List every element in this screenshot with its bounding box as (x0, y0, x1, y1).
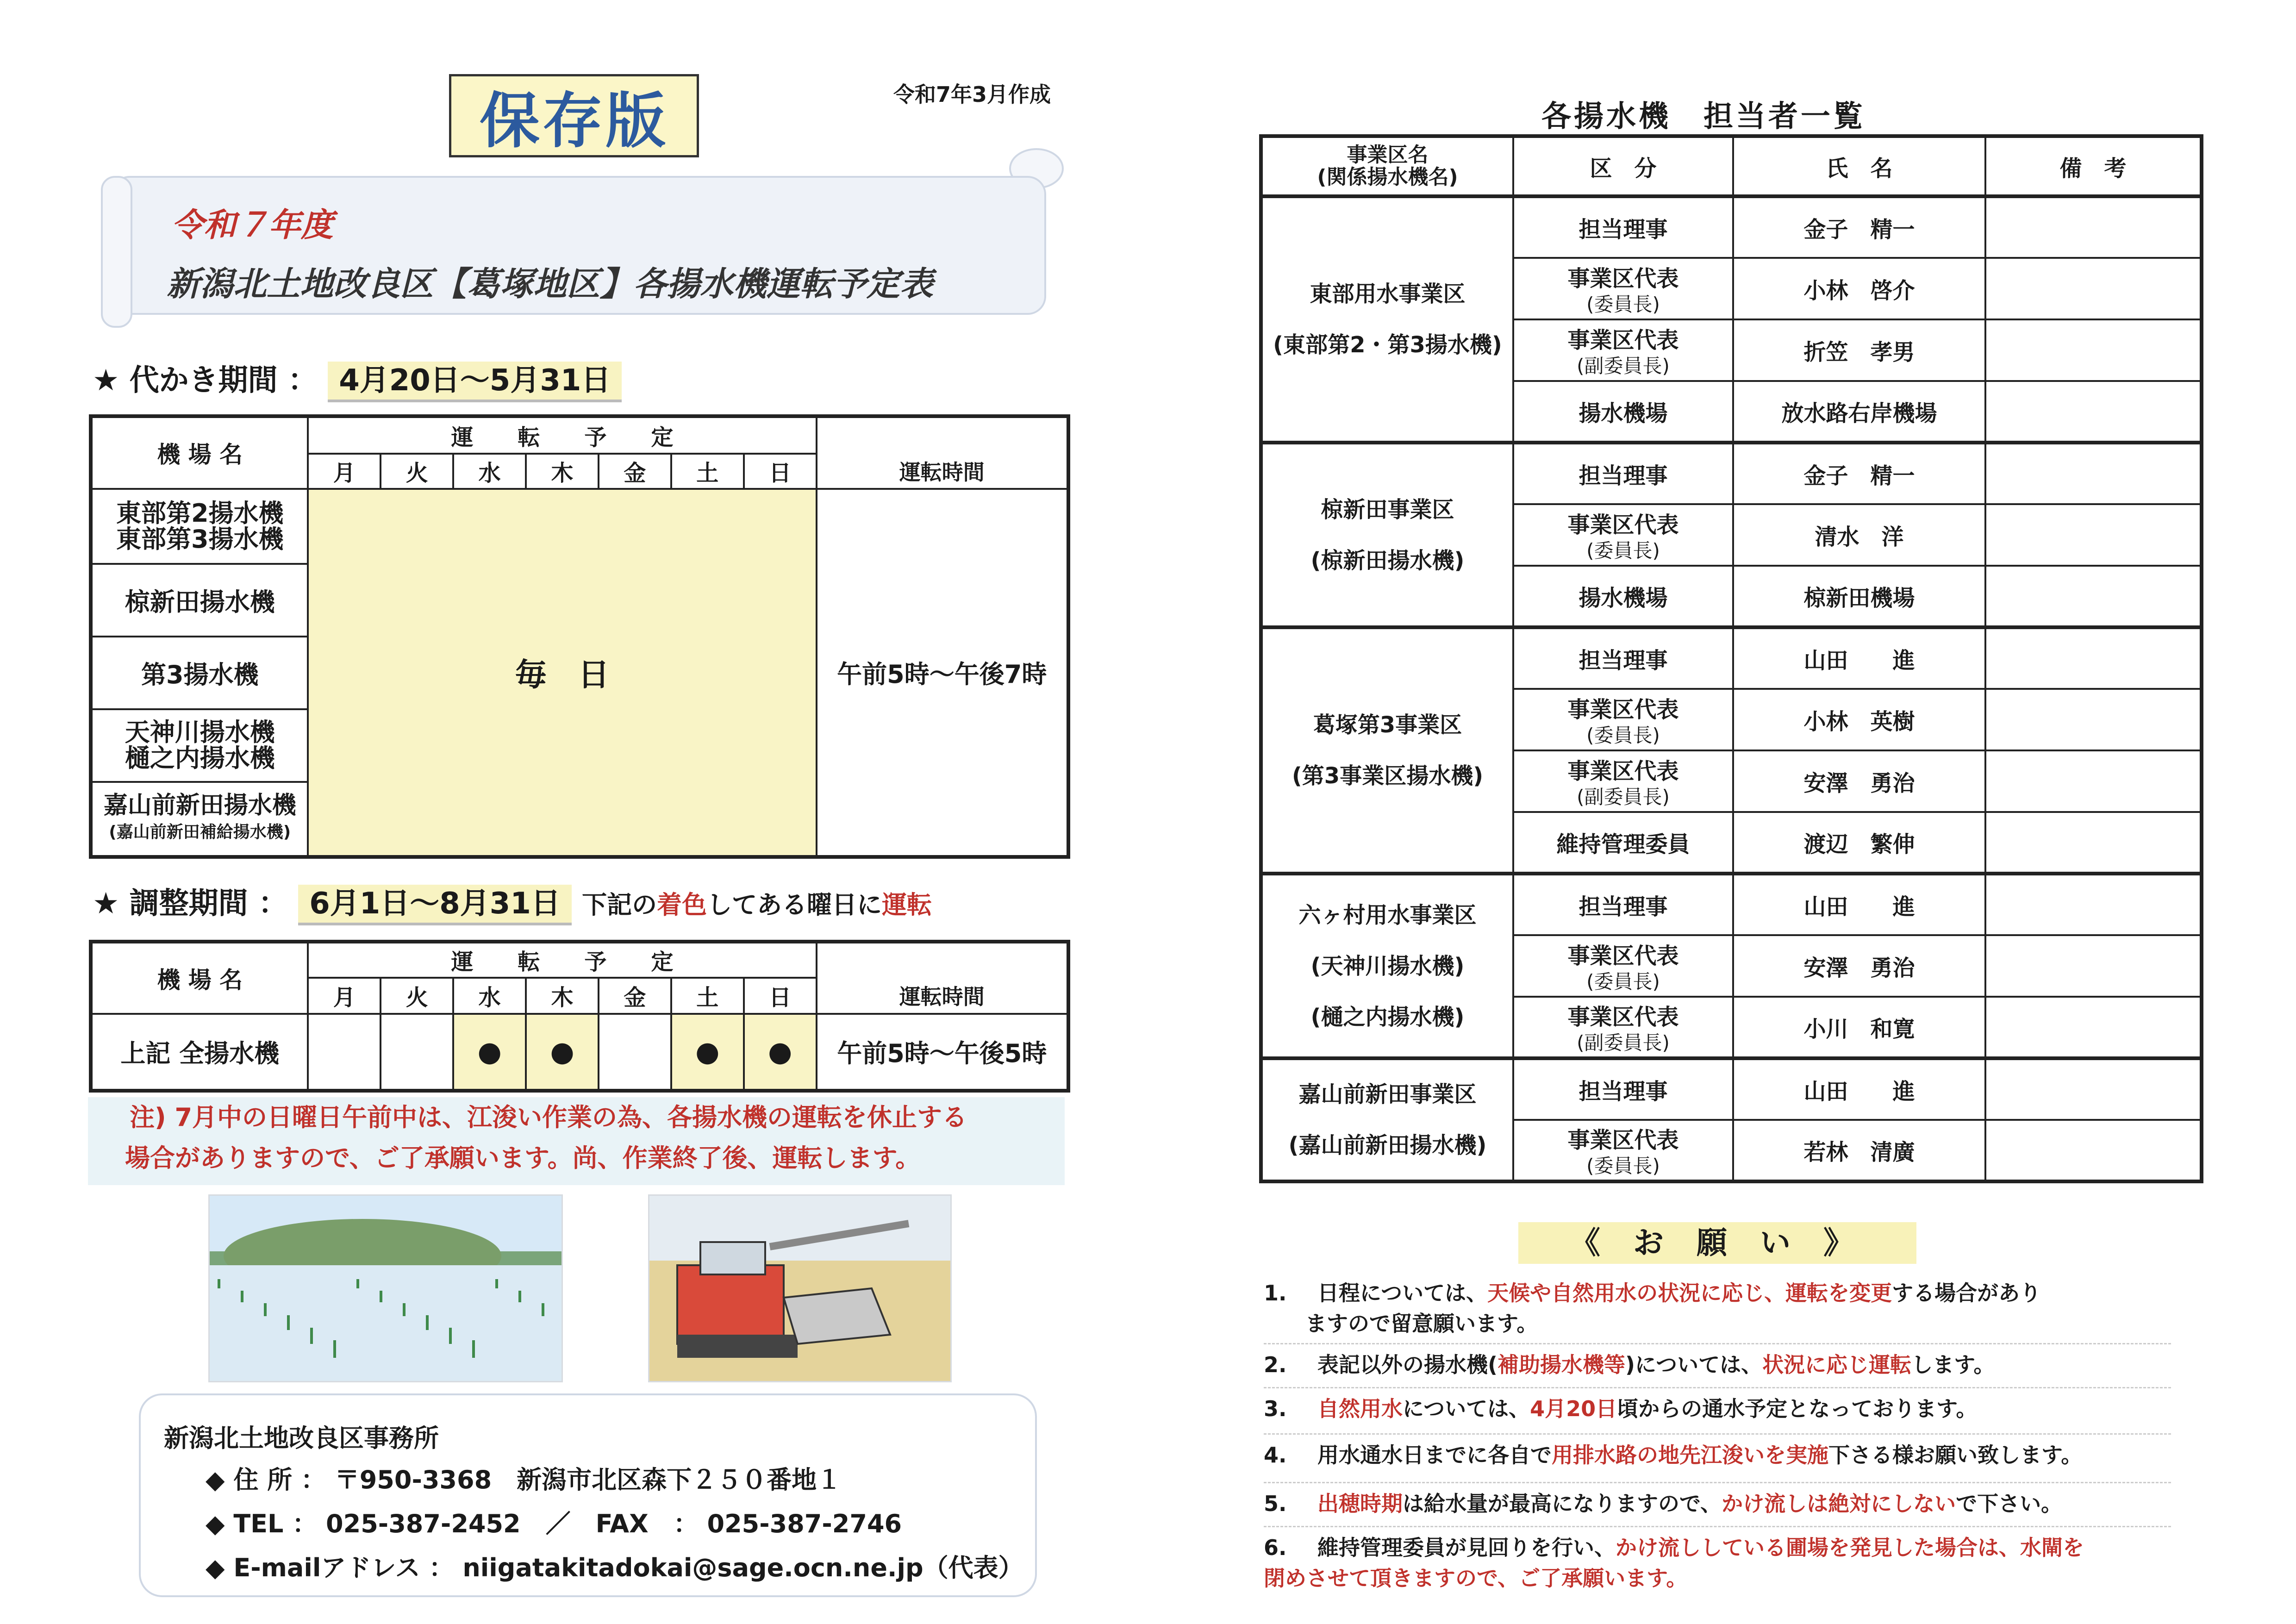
request-fragment: については、 (1403, 1396, 1530, 1421)
role-sublabel: (委員長) (1586, 293, 1660, 316)
request-line (1296, 1393, 2166, 1424)
role-cell (1513, 689, 1733, 750)
role-label: 事業区代表 (1567, 266, 1679, 292)
request-line (1296, 1488, 2166, 1519)
period1-dates: 4月20日～5月31日 (328, 362, 622, 402)
note-highlight: 運転 (882, 890, 932, 919)
role-label: 揚水機場 (1578, 400, 1668, 426)
role-cell (1513, 319, 1733, 381)
role-label: 事業区代表 (1567, 697, 1679, 723)
request-divider (1264, 1343, 2171, 1344)
page-title: 新潟北土地改良区【葛塚地区】各揚水機運転予定表 (167, 264, 934, 303)
role-label: 担当理事 (1578, 648, 1668, 674)
district-name: 椋新田事業区 (1321, 496, 1454, 523)
station-header: 機 場 名 (91, 416, 308, 489)
day-mark-fri (599, 1014, 671, 1091)
station-subname: (嘉山前新田補給揚水機) (109, 822, 291, 842)
role-cell (1513, 750, 1733, 812)
request-text (1264, 1532, 2166, 1593)
role-cell (1513, 566, 1733, 627)
role-label: 担当理事 (1578, 1079, 1668, 1105)
person-cell: 金子 精一 (1733, 443, 1985, 504)
remarks-cell (1985, 504, 2202, 566)
person-cell: 安澤 勇治 (1733, 935, 1985, 997)
operation-hours: 午前5時～午後5時 (817, 1014, 1068, 1091)
person-cell: 金子 精一 (1733, 196, 1985, 258)
station-name: 樋之内揚水機 (125, 743, 275, 773)
remarks-cell (1985, 750, 2202, 812)
header-text: (関係揚水機名) (1317, 165, 1458, 189)
request-highlight: かけ流しは絶対にしない (1722, 1491, 1956, 1516)
request-highlight: 閉めさせて頂きますので、ご了承願います。 (1264, 1566, 1688, 1591)
role-cell (1513, 627, 1733, 689)
request-fragment: 日程については、 (1296, 1280, 1488, 1305)
remarks-cell (1985, 812, 2202, 874)
remarks-cell (1985, 627, 2202, 689)
request-highlight: 状況に応じ運転 (1762, 1352, 1912, 1377)
scroll-curl-decoration (101, 176, 132, 328)
request-fragment: する場合があり (1892, 1280, 2041, 1305)
header-text: 事業区名 (1347, 143, 1429, 167)
request-divider (1264, 1387, 2171, 1388)
district-name: 東部用水事業区 (1310, 281, 1466, 307)
person-cell: 小川 和寛 (1733, 997, 1985, 1058)
request-line (1296, 1278, 2166, 1308)
day-mark-thu (526, 1014, 599, 1091)
note-text: してある曜日に (707, 890, 882, 919)
person-cell: 山田 進 (1733, 627, 1985, 689)
request-highlight: かけ流ししている圃場を発見した場合は、水閘を (1616, 1535, 2084, 1560)
person-cell: 若林 清廣 (1733, 1120, 1985, 1181)
harvester-illustration (648, 1194, 952, 1382)
request-number: 1. (1264, 1280, 1287, 1305)
day-sun: 日 (744, 454, 817, 489)
day-sat: 土 (671, 454, 744, 489)
rice-field-illustration (208, 1194, 563, 1382)
note-highlight: 着色 (657, 890, 707, 919)
request-line (1296, 1349, 2166, 1380)
request-fragment: ますので留意願います。 (1305, 1311, 1538, 1336)
role-label: 揚水機場 (1578, 585, 1668, 611)
archive-badge: 保存版 (449, 74, 699, 157)
person-cell: 折笠 孝男 (1733, 319, 1985, 381)
day-mark-sun (744, 1014, 817, 1091)
remarks-cell (1985, 1058, 2202, 1120)
station-name: 東部第2揚水機 (116, 498, 284, 528)
daily-operation: 毎 日 (308, 489, 816, 857)
role-sublabel: (委員長) (1586, 539, 1660, 562)
role-cell (1513, 443, 1733, 504)
person-cell: 山田 進 (1733, 874, 1985, 935)
station-cell (91, 489, 308, 564)
day-thu: 木 (526, 454, 599, 489)
schedule-table-1 (89, 414, 1070, 859)
fiscal-year: 令和７年度 (171, 206, 333, 244)
remarks-cell (1985, 196, 2202, 258)
request-highlight: 4月20日 (1530, 1396, 1617, 1421)
person-cell: 放水路右岸機場 (1733, 381, 1985, 443)
office-address: ◆ 住 所 ： 〒950-3368 新潟市北区森下２５０番地１ (206, 1465, 842, 1494)
role-label: 事業区代表 (1567, 327, 1679, 353)
role-cell (1513, 258, 1733, 319)
role-cell (1513, 1120, 1733, 1181)
office-phone: ◆ TEL ： 025-387-2452 ／ FAX ： 025-387-2746 (206, 1509, 902, 1538)
staff-list-title: 各揚水機 担当者一覧 (1541, 100, 1866, 134)
role-label: 担当理事 (1578, 217, 1668, 243)
period1-label: ★ 代かき期間 ： (93, 363, 318, 398)
request-divider (1264, 1526, 2171, 1527)
request-text (1296, 1488, 2166, 1519)
role-cell (1513, 997, 1733, 1058)
day-fri: 金 (599, 978, 671, 1014)
request-highlight: 自然用水 (1317, 1396, 1403, 1421)
hours-header-top (817, 942, 1068, 978)
day-mark-mon (308, 1014, 381, 1091)
schedule-header: 運 転 予 定 (308, 942, 816, 978)
person-cell: 椋新田機場 (1733, 566, 1985, 627)
station-cell (91, 564, 308, 637)
request-fragment: 下さる様お願い致します。 (1828, 1443, 2083, 1468)
request-fragment: します。 (1911, 1352, 1995, 1377)
district-cell (1261, 196, 1513, 443)
remarks-cell (1985, 566, 2202, 627)
remarks-cell (1985, 874, 2202, 935)
operation-hours: 午前5時～午後7時 (817, 489, 1069, 857)
request-number: 3. (1264, 1396, 1287, 1421)
request-fragment (1296, 1396, 1317, 1421)
role-label: 担当理事 (1578, 463, 1668, 489)
request-highlight: 用排水路の地先江浚いを実施 (1552, 1443, 1828, 1468)
office-email[interactable]: ◆ E-mailアドレス ： niigatakitadokai@sage.ocn.ne.jp（代表） (206, 1553, 1023, 1582)
district-cell (1261, 1058, 1513, 1181)
remarks-cell (1985, 997, 2202, 1058)
day-mark-tue (381, 1014, 453, 1091)
day-mon: 月 (308, 978, 381, 1014)
role-label: 事業区代表 (1567, 1127, 1679, 1153)
office-name: 新潟北土地改良区事務所 (164, 1424, 439, 1453)
schedule-header: 運 転 予 定 (308, 416, 816, 454)
day-sat: 土 (671, 978, 744, 1014)
request-fragment: 維持管理委員が見回りを行い、 (1296, 1535, 1616, 1560)
day-mark-wed (453, 1014, 526, 1091)
period2-label: ★ 調整期間 ： (93, 887, 288, 921)
person-cell: 安澤 勇治 (1733, 750, 1985, 812)
station-cell (91, 637, 308, 709)
person-cell: 渡辺 繁伸 (1733, 812, 1985, 874)
role-label: 維持管理委員 (1556, 831, 1690, 857)
district-name: (椋新田揚水機) (1310, 547, 1465, 574)
day-thu: 木 (526, 978, 599, 1014)
station-cell: 上記 全揚水機 (91, 1014, 308, 1091)
request-fragment (1296, 1491, 1317, 1516)
period1-heading (93, 356, 622, 399)
request-fragment: 表記以外の揚水機( (1296, 1352, 1498, 1377)
request-fragment: 頃からの通水予定となっております。 (1617, 1396, 1978, 1421)
request-fragment: は給水量が最高になりますので、 (1403, 1491, 1722, 1516)
remarks-header: 備 考 (1985, 136, 2202, 196)
role-sublabel: (委員長) (1586, 724, 1660, 747)
request-number: 6. (1264, 1535, 1287, 1560)
request-number: 4. (1264, 1443, 1287, 1468)
role-label: 担当理事 (1578, 894, 1668, 920)
district-cell (1261, 874, 1513, 1058)
district-name: 六ヶ村用水事業区 (1298, 902, 1477, 928)
role-cell (1513, 1058, 1733, 1120)
role-label: 事業区代表 (1567, 1004, 1679, 1030)
remarks-cell (1985, 1120, 2202, 1181)
remarks-cell (1985, 381, 2202, 443)
remarks-cell (1985, 935, 2202, 997)
day-tue: 火 (381, 978, 453, 1014)
station-name: 嘉山前新田揚水機 (103, 791, 296, 819)
request-text (1296, 1278, 2166, 1339)
remarks-cell (1985, 443, 2202, 504)
request-line (1264, 1563, 2166, 1593)
district-cell (1261, 627, 1513, 874)
day-sun: 日 (744, 978, 817, 1014)
remarks-cell (1985, 689, 2202, 750)
operation-mark: ● (550, 1035, 574, 1068)
request-divider (1264, 1482, 2171, 1483)
day-mon: 月 (308, 454, 381, 489)
request-line (1296, 1532, 2166, 1563)
role-sublabel: (委員長) (1586, 970, 1660, 993)
role-label: 事業区代表 (1567, 512, 1679, 538)
role-sublabel: (副委員長) (1577, 1031, 1670, 1054)
role-cell (1513, 504, 1733, 566)
requests-title: 《 お 願 い 》 (1518, 1222, 1916, 1264)
request-text (1296, 1393, 2166, 1424)
district-name: (東部第2・第3揚水機) (1273, 332, 1502, 358)
role-cell (1513, 812, 1733, 874)
hours-header: 運転時間 (817, 454, 1069, 489)
role-sublabel: (委員長) (1586, 1155, 1660, 1177)
district-name: 嘉山前新田事業区 (1298, 1081, 1477, 1107)
operation-mark: ● (767, 1035, 792, 1068)
role-label: 事業区代表 (1567, 943, 1679, 969)
request-number: 5. (1264, 1491, 1287, 1516)
office-contact-box (139, 1393, 1037, 1597)
district-name: (天神川揚水機) (1310, 953, 1465, 979)
station-name: 椋新田揚水機 (125, 587, 275, 617)
remarks-cell (1985, 319, 2202, 381)
note-text: 下記の (582, 890, 657, 919)
district-cell (1261, 443, 1513, 627)
notice-box (88, 1097, 1065, 1185)
remarks-cell (1985, 258, 2202, 319)
notice-line: 場合がありますので、ご了承願います。尚、作業終了後、運転します。 (125, 1143, 921, 1173)
day-wed: 水 (453, 454, 526, 489)
request-fragment: )については、 (1625, 1352, 1763, 1377)
role-cell (1513, 196, 1733, 258)
role-cell (1513, 874, 1733, 935)
day-mark-sat (671, 1014, 744, 1091)
district-header (1261, 136, 1513, 196)
request-line (1296, 1440, 2166, 1470)
request-fragment: で下さい。 (1956, 1491, 2063, 1516)
district-name: 葛塚第3事業区 (1313, 712, 1462, 738)
hours-header-top (817, 416, 1069, 454)
notice-line: 注) 7月中の日曜日午前中は、江浚い作業の為、各揚水機の運転を休止する (130, 1103, 967, 1132)
role-sublabel: (副委員長) (1577, 786, 1670, 808)
staff-table (1259, 134, 2203, 1183)
person-header: 氏 名 (1733, 136, 1985, 196)
request-highlight: 補助揚水機等 (1497, 1352, 1626, 1377)
request-line (1305, 1308, 2166, 1339)
request-text (1296, 1349, 2166, 1380)
station-header: 機 場 名 (91, 942, 308, 1014)
operation-mark: ● (477, 1035, 502, 1068)
person-cell: 山田 進 (1733, 1058, 1985, 1120)
district-name: (嘉山前新田揚水機) (1288, 1132, 1487, 1158)
person-cell: 清水 洋 (1733, 504, 1985, 566)
role-header: 区 分 (1513, 136, 1733, 196)
station-cell (91, 709, 308, 782)
hours-header: 運転時間 (817, 978, 1068, 1014)
station-name: 天神川揚水機 (125, 718, 275, 747)
role-label: 事業区代表 (1567, 758, 1679, 784)
role-sublabel: (副委員長) (1577, 355, 1670, 377)
created-date: 令和7年3月作成 (893, 82, 1051, 107)
district-name: (樋之内揚水機) (1310, 1004, 1465, 1030)
operation-mark: ● (695, 1035, 720, 1068)
request-highlight: 天候や自然用水の状況に応じ、運転を変更 (1487, 1280, 1892, 1305)
day-wed: 水 (453, 978, 526, 1014)
period2-dates: 6月1日～8月31日 (298, 885, 572, 925)
role-cell (1513, 935, 1733, 997)
district-name: (第3事業区揚水機) (1292, 763, 1484, 789)
day-fri: 金 (599, 454, 671, 489)
person-cell: 小林 英樹 (1733, 689, 1985, 750)
period2-note (582, 890, 932, 919)
schedule-table-2 (89, 940, 1070, 1093)
station-name: 第3揚水機 (141, 660, 259, 689)
station-cell (91, 782, 308, 857)
day-tue: 火 (381, 454, 453, 489)
request-divider (1264, 1433, 2171, 1435)
request-text (1296, 1440, 2166, 1470)
role-cell (1513, 381, 1733, 443)
person-cell: 小林 啓介 (1733, 258, 1985, 319)
request-number: 2. (1264, 1352, 1287, 1377)
request-fragment: 用水通水日までに各自で (1296, 1443, 1552, 1468)
period2-heading (93, 880, 932, 922)
station-name: 東部第3揚水機 (116, 524, 284, 554)
request-highlight: 出穂時期 (1317, 1491, 1403, 1516)
